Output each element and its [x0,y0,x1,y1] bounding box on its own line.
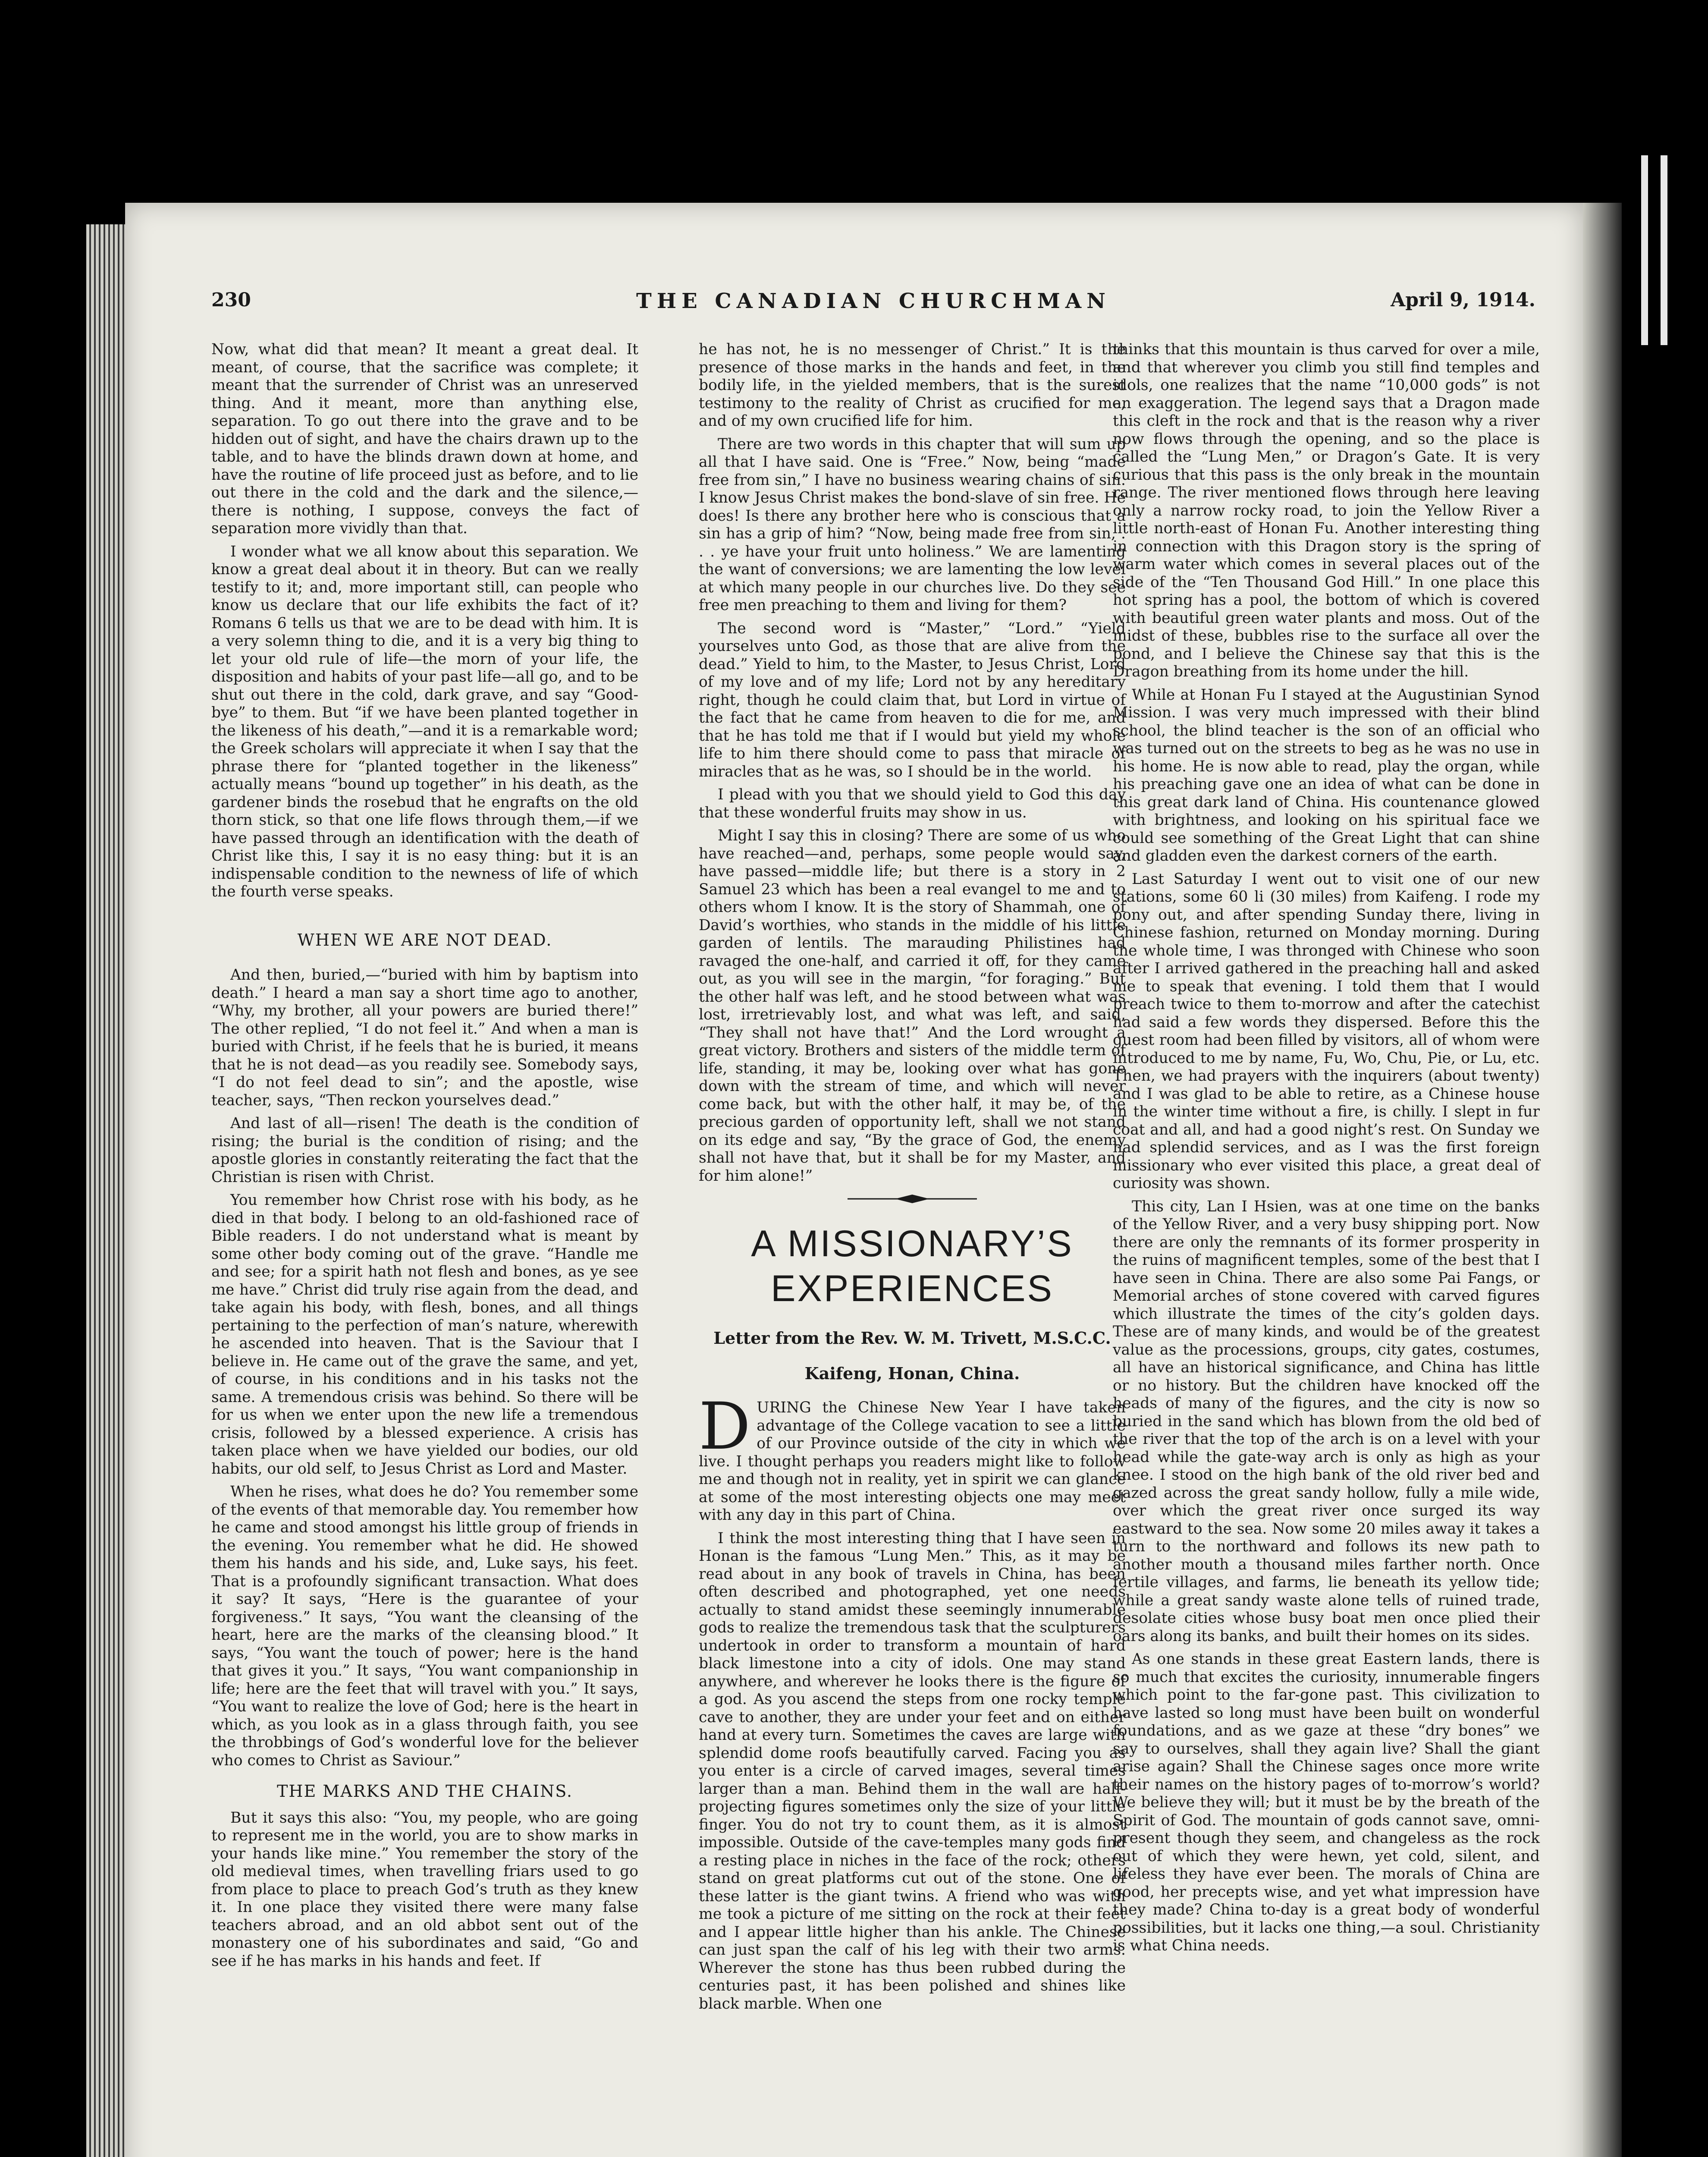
lead-text: URING the Chinese New Year I have taken advantage of the College vacation to see a little of our Province outside of the city in which we live. I thought perhaps you readers might like to follow me and though not in reality, yet in spirit we can glance at some of the most interesting objects one may meet with any day in this part of China. [699,1399,1126,1524]
byline: Letter from the Rev. W. M. Trivett, M.S.C.C. [713,1328,1111,1348]
masthead: THE CANADIAN CHURCHMAN [636,289,1111,313]
paragraph: This city, Lan I Hsien, was at one time on the banks of the Yellow River, and a very busy shipping port. Now there are only the remnants of its former prosperity in the ruins of magnificent temples, some of the best that I have seen in China. There are also some Pai Fangs, or Memorial arches of stone covered with carved figures which illustrate the times of the city’s golden days. These are of many kinds, and would be of the greatest value as the processions, groups, city gates, costumes, all have an historical significance, and China has little or no history. But the children have knocked off the heads of many of the figures, and the city is now so buried in the sand which has blown from the old bed of the river that the top of the arch is on a level with your head while the gate-way arch is only as high as your knee. I stood on the high bank of the old river bed and gazed across the great sandy hollow, fully a mile wide, over which the great river once surged its way eastward to the sea. Now some 20 miles away it takes a turn to the northward and follows its new path to another mouth a thousand miles farther north. Once fertile villages, and farms, lie beneath its yellow tide; while a great sandy waste alone tells of ruined trade, desolate cities whose busy boat men once plied their oars along its banks, and built their homes on its sides. [1113,1198,1540,1645]
film-top-border [0,0,1708,181]
paragraph: Last Saturday I went out to visit one of our new stations, some 60 li (30 miles) from Kaifeng. I rode my pony out, and after spending Sunday there, living in Chinese fashion, returned on Monday morning. During the whole time, I was thronged with Chinese who soon after I arrived gathered in the preaching hall and asked me to speak that evening. I told them that I would preach twice to them to-morrow and after the catechist had said a few words they dispersed. Before this the guest room had been filled by visitors, all of whom were introduced to me by name, Fu, Wo, Chu, Pie, or Lu, etc. Then, we had prayers with the inquirers (about twenty) and I was glad to be able to retire, as a Chinese house in the winter time without a fire, is chilly. I slept in fur coat and all, and had a good night’s rest. On Sunday we had splendid services, and as I was the first foreign missionary who ever visited this place, a great deal of curiosity was shown. [1113,870,1540,1192]
drop-cap: D [699,1389,751,1464]
paragraph: I think the most interesting thing that I have seen in Honan is the famous “Lung Men.” This, as it may be read about in any book of travels in China, has been often described and photographed, yet one needs actually to stand amidst these seemingly innumerable gods to realize the tremendous task that the sculpturers undertook in order to transform a mountain of hard black limestone into a city of idols. One may stand anywhere, and wherever he looks there is the figure of a god. As you ascend the steps from one rocky temple cave to another, they are under your feet and on either hand at every turn. Sometimes the caves are large with splendid dome roofs beautifully carved. Facing you as you enter is a circle of carved images, several times larger than a man. Behind them in the wall are half-projecting figures sometimes only the size of your little finger. You do not try to count them, as it is almost impossible. Outside of the cave-temples many gods find a resting place in niches in the face of the rock; others stand on great platforms cut out of the stone. One of these latter is the giant twins. A friend who was with me took a picture of me sitting on the rock at their feet and I appear little higher than his ankle. The Chinese can just span the calf of his leg with their two arms. Wherever the stone has thus been rubbed during the centuries past, it has been polished and shines like black marble. When one [699,1529,1126,2012]
issue-date: April 9, 1914. [1391,289,1535,311]
paragraph: Might I say this in closing? There are some of us who have reached—and, perhaps, some people would say, have passed—middle life; but there is a story in 2 Samuel 23 which has been a real evangel to me and to others whom I know. It is the story of Shammah, one of David’s worthies, who stands in the middle of his little garden of lentils. The marauding Philistines had ravaged the one-half, and carried it off, for they came out, as you will see in the margin, “for foraging.” But the other half was left, and he stood between what was lost, irretrievably lost, and what was left, and said, “They shall not have that!” And the Lord wrought a great victory. Brothers and sisters of the middle term of life, standing, it may be, looking over what has gone down with the stream of time, and which will never come back, but with the other half, it may be, of the precious garden of opportunity left, shall we not stand on its edge and say, “By the grace of God, the enemy shall not have that, but it shall be for my Master, and for him alone!” [699,827,1126,1185]
page-header [211,289,1535,324]
newspaper-page [125,203,1583,2157]
paragraph: And then, buried,—“buried with him by baptism into death.” I heard a man say a short time ago to another, “Why, my brother, all your powers are buried there!” The other replied, “I do not feel it.” And when a man is buried with Christ, if he feels that he is buried, it means that he is not dead—as you readily see. Somebody says, “I do not feel dead to sin”; and the apostle, wise teacher, says, “Then reckon yourselves dead.” [211,966,638,1109]
paragraph: As one stands in these great Eastern lands, there is so much that excites the curiosity, innumerable fingers which point to the far-gone past. This civilization to have lasted so long must have been built on wonderful foundations, and as we gaze at these “dry bones” we say to ourselves, shall they again live? Shall the giant arise again? Shall the Chinese sages once more write their names on the history pages of to-morrow’s world? We believe they will; but it must be by the breath of the Spirit of God. The mountain of gods cannot save, omni-present though they seem, and changeless as the rock out of which they were hewn, yet cold, silent, and lifeless they have ever been. The morals of China are good, her precepts wise, and yet what impression have they made? China to-day is a great body of wonderful possibilities, but it lacks one thing,—a soul. Christianity is what China needs. [1113,1651,1540,1954]
section-heading: WHEN WE ARE NOT DEAD. [297,930,553,950]
paragraph: he has not, he is no messenger of Christ.” It is the presence of those marks in the hands and feet, in the bodily life, in the yielded members, that is the surest testimony to the reality of Christ as crucified for me, and of my own crucified life for him. [699,341,1126,430]
binding-shadow [1583,203,1622,2157]
byline-location: Kaifeng, Honan, China. [804,1364,1020,1383]
section-heading: THE MARKS AND THE CHAINS. [277,1782,573,1801]
page-number: 230 [211,289,251,311]
paragraph: I plead with you that we should yield to God this day that these wonderful fruits may show in us. [699,786,1126,821]
column-1 [211,341,638,1975]
film-mark [1641,155,1648,345]
paragraph: And last of all—risen! The death is the condition of rising; the burial is the condition of rising; and the apostle glories in constantly reiterating the fact that the Christian is risen with Christ. [211,1115,638,1186]
paragraph: But it says this also: “You, my people, who are going to represent me in the world, you are to show marks in your hands like mine.” You remember the story of the old medieval times, when travelling friars used to go from place to place to preach God’s truth as they knew it. In one place they visited there were many false teachers abroad, and an old abbot sent out of the monastery one of his subordinates and said, “Go and see if he has marks in his hands and feet. If [211,1809,638,1970]
column-2 [699,341,1126,2018]
divider-ornament [699,1194,1126,1204]
paragraph: Now, what did that mean? It meant a great deal. It meant, of course, that the sacrifice was complete; it meant that the surrender of Christ was an unreserved thing. And it meant, more than anything else, separation. To go out there into the grave and to be hidden out of sight, and have the chairs drawn up to the table, and to have the blinds drawn down at home, and have the routine of life proceed just as before, and to lie out there in the cold and the dark and the silence,—there is nothing, I suppose, conveys the fact of separation more vividly than that. [211,341,638,537]
paragraph: While at Honan Fu I stayed at the Augustinian Synod Mission. I was very much impressed with their blind school, the blind teacher is the son of an official who was turned out on the streets to beg as he was no use in his home. He is now able to read, play the organ, while his preaching gave one an idea of what can be done in this great dark land of China. His countenance glowed with brightness, and looking on his spiritual face we could see something of the Great Light that can shine and gladden even the darkest corners of the earth. [1113,686,1540,865]
paragraph: When he rises, what does he do? You remember some of the events of that memorable day. You remember how he came and stood amongst his little group of friends in the evening. You remember what he did. He showed them his hands and his side, and, Luke says, his feet. That is a profoundly significant transaction. What does it say? It says, “Here is the guarantee of your forgiveness.” It says, “You want the cleansing of the heart, here are the marks of the cleansing blood.” It says, “You want the touch of power; here is the hand that gives it you.” It says, “You want companionship in life; here are the feet that will travel with you.” It says, “You want to realize the love of God; here is the heart in which, as you look as in a glass through faith, you see the throbbings of God’s wonderful love for the believer who comes to Christ as Saviour.” [211,1483,638,1769]
column-3 [1113,341,1540,1960]
paragraph: There are two words in this chapter that will sum up all that I have said. One is “Free.” Now, being “made free from sin,” I have no business wearing chains of sin. I know Jesus Christ makes the bond-slave of sin free. He does! Is there any brother here who is conscious that a sin has a grip of him? “Now, being made free from sin, . . . ye have your fruit unto holiness.” We are lamenting the want of conversions; we are lamenting the low level at which many people in our churches live. Do they see free men preaching to them and living for them? [699,435,1126,614]
paragraph: I wonder what we all know about this separation. We know a great deal about it in theory. But can we really testify to it; and, more important still, can people who know us declare that our life exhibits the fact of it? Romans 6 tells us that we are to be dead with him. It is a very solemn thing to die, and it is a very big thing to let your old rule of life—the morn of your life, the disposition and habits of your past life—all go, and to be shut out there in the cold, dark grave, and say “Good-bye” to them. But “if we have been planted together in the likeness of his death,”—and it is a remarkable word; the Greek scholars will appreciate it when I say that the phrase there for “planted together in the likeness” actually means “bound up together” in his death, as the gardener binds the rosebud that he engrafts on the old thorn stick, so that one life flows through them,—if we have passed through an identification with the death of Christ like this, I say it is no easy thing: but it is an indispensable condition to the newness of life of which the fourth verse speaks. [211,543,638,900]
article-lead-paragraph [699,1389,1126,1525]
film-mark [1661,155,1667,345]
paragraph: thinks that this mountain is thus carved for over a mile, and that wherever you climb you still find temples and idols, one realizes that the name “10,000 gods” is not an exaggeration. The legend says that a Dragon made this cleft in the rock and that is the reason why a river now flows through the opening, and so the place is called the “Lung Men,” or Dragon’s Gate. It is very curious that this pass is the only break in the mountain range. The river mentioned flows through here leaving only a narrow rocky road, to join the Yellow River a little north-east of Honan Fu. Another interesting thing in connection with this Dragon story is the spring of warm water which comes in several places out of the side of the “Ten Thousand God Hill.” In one place this hot spring has a pool, the bottom of which is covered with beautiful green water plants and moss. Out of the midst of these, bubbles rise to the surface all over the pond, and I believe the Chinese say that this is the Dragon breathing from its home under the hill. [1113,341,1540,680]
article-title: A MISSIONARY’S EXPERIENCES [751,1223,1074,1309]
paragraph: The second word is “Master,” “Lord.” “Yield yourselves unto God, as those that are alive from the dead.” Yield to him, to the Master, to Jesus Christ, Lord of my love and of my life; Lord not by any hereditary right, though he could claim that, but Lord in virtue of the fact that he came from heaven to die for me, and that he has told me that if I would but yield my whole life to him there should come to pass that miracle of miracles that as he was, so I should be in the world. [699,619,1126,780]
page-edges-stack [86,224,125,2157]
paragraph: You remember how Christ rose with his body, as he died in that body. I belong to an old-fashioned race of Bible readers. I do not understand what is meant by some other body coming out of the grave. “Handle me and see; for a spirit hath not flesh and bones, as ye see me have.” Christ did truly rise again from the dead, and take again his body, with flesh, bones, and all things pertaining to the perfection of man’s nature, wherewith he ascended into heaven. That is the Saviour that I believe in. He came out of the grave the same, and yet, of course, in his conditions and in his tasks not the same. A tremendous crisis was behind. So there will be for us when we enter upon the new life a tremendous crisis, followed by a blessed experience. A crisis has taken place when we have yielded our bodies, our old habits, our old self, to Jesus Christ as Lord and Master. [211,1192,638,1478]
